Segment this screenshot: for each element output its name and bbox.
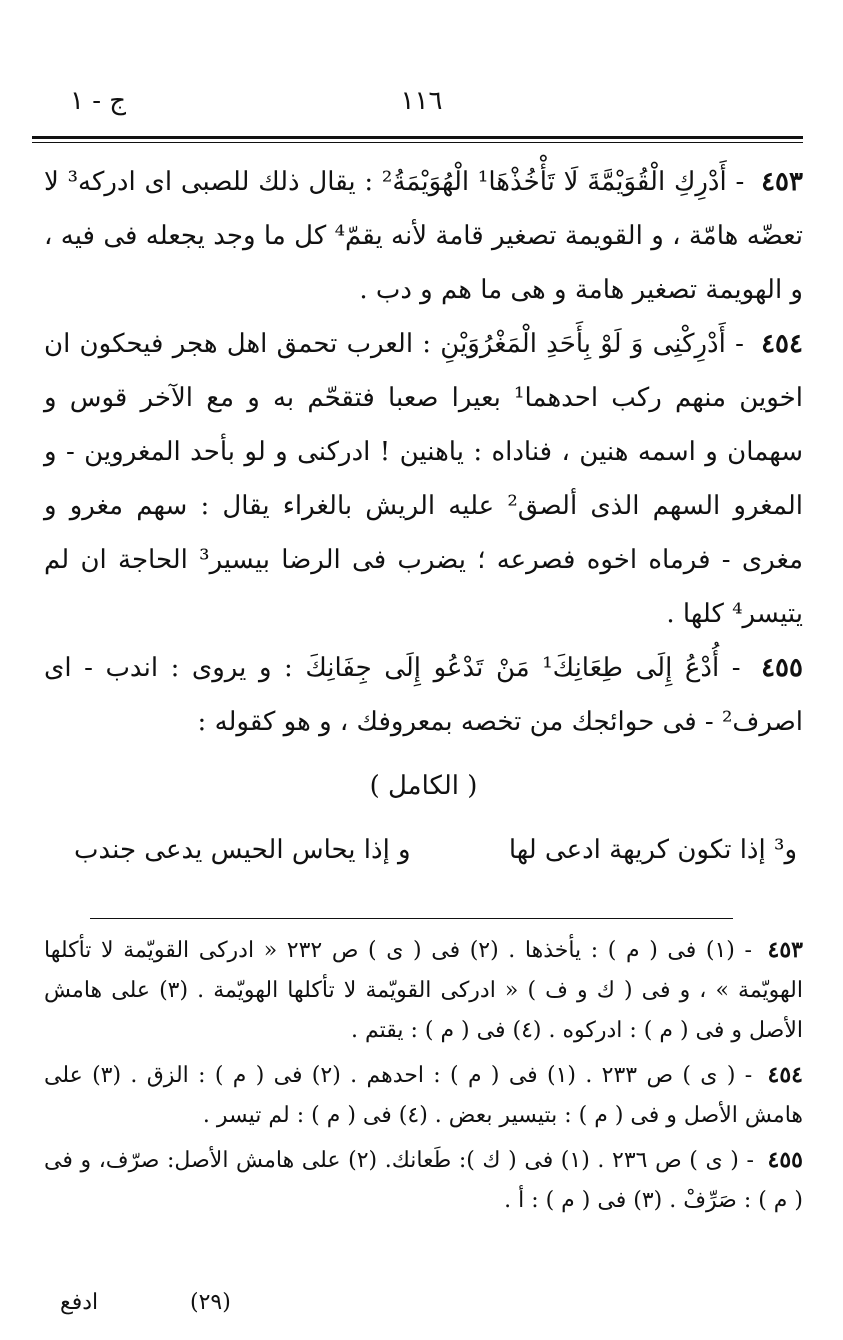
- footnote-number: ٤٥٣: [767, 937, 803, 963]
- footnote-number: ٤٥٥: [767, 1147, 803, 1173]
- page-header: [40, 86, 803, 126]
- footnote-455: [44, 1140, 803, 1221]
- header-rule-thin: [32, 142, 803, 143]
- entry-text: - أُدْعُ إِلَى طِعَانِكَ¹ مَنْ تَدْعُو إِلَى جِفَانِكَ : و يروى : اندب - اى اصرف² - فى حوائجك من تخصه بمعروفك ، و هو كقوله :: [44, 653, 803, 737]
- catchword: ادفع: [60, 1290, 99, 1315]
- footnote-453: [44, 930, 803, 1051]
- verse-line: [44, 823, 803, 877]
- footnote-text: - ( ى ) ص ٢٣٣ . (١) فى ( م ) : احدهم . (٢) فى ( م ) : الزق . (٣) على هامش الأصل و فى ( م ) : بتيسير بعض . (٤) فى ( م ) : لم تيسر .: [44, 1063, 803, 1128]
- footnotes: [44, 930, 803, 1225]
- volume-label: ج - ١: [70, 86, 127, 116]
- entry-453: [44, 155, 803, 317]
- entry-number: ٤٥٣: [761, 167, 803, 197]
- entry-number: ٤٥٥: [761, 653, 803, 683]
- header-rule-thick: [32, 136, 803, 139]
- footnote-rule: [90, 918, 733, 919]
- entry-number: ٤٥٤: [761, 329, 803, 359]
- verse-hemistich-second: و إذا يحاس الحيس يدعى جندب: [74, 835, 411, 865]
- entry-text: - أَدْرِكِ الْقُوَيْمَّةَ لَا تَأْخُذْهَا¹ الْهُوَيْمَةُ² : يقال ذلك للصبى اى ادركه³ لا تعضّه هامّة ، و القويمة تصغير قامة لأنه يقمّ⁴ كل ما وجد يجعله فى فيه ، و الهويمة تصغير هامة و هى ما هم و دب .: [44, 167, 803, 305]
- entry-454: [44, 317, 803, 641]
- footnote-text: - ( ى ) ص ٢٣٦ . (١) فى ( ك ): طَعانك. (٢) على هامش الأصل: صرّف، و فى ( م ) : صَرِّفْ . (٣) فى ( م ) : أ .: [44, 1148, 803, 1213]
- signature-mark: (٢٩): [190, 1290, 231, 1315]
- page-footer: [60, 1290, 290, 1330]
- footnote-text: - (١) فى ( م ) : يأخذها . (٢) فى ( ى ) ص ٢٣٢ « ادركى القويّمة لا تأكلها الهويّمة » ، و فى ( ك و ف ) « ادركى القويّمة لا تأكلها الهويّمة . (٣) على هامش الأصل و فى ( م ) : ادركوه . (٤) فى ( م ) : يقتم .: [44, 938, 804, 1043]
- entry-text: - أَدْرِكْنِى وَ لَوْ بِأَحَدِ الْمَغْرُوَيْنِ : العرب تحمق اهل هجر فيحكون ان اخوين منهم ركب احدهما¹ بعيرا صعبا فتقحّم به و مع الآخر قوس و سهمان و اسمه هنين ، فناداه : ياهنين ! ادركنى و لو بأحد المغروين - و المغرو السهم الذى ألصق² عليه الريش بالغراء يقال : سهم مغرو و مغرى - فرماه اخوه فصرعه ؛ يضرب فى الرضا بيسير³ الحاجة ان لم يتيسر⁴ كلها .: [44, 329, 804, 629]
- page-number: ١١٦: [400, 86, 443, 116]
- verse-meter: ( الكامل ): [369, 771, 478, 801]
- footnote-number: ٤٥٤: [767, 1062, 803, 1088]
- entry-455: [44, 641, 803, 749]
- footnote-454: [44, 1055, 803, 1136]
- verse-hemistich-first: و³ إذا تكون كريهة ادعى لها: [508, 835, 797, 865]
- main-text: [44, 155, 803, 877]
